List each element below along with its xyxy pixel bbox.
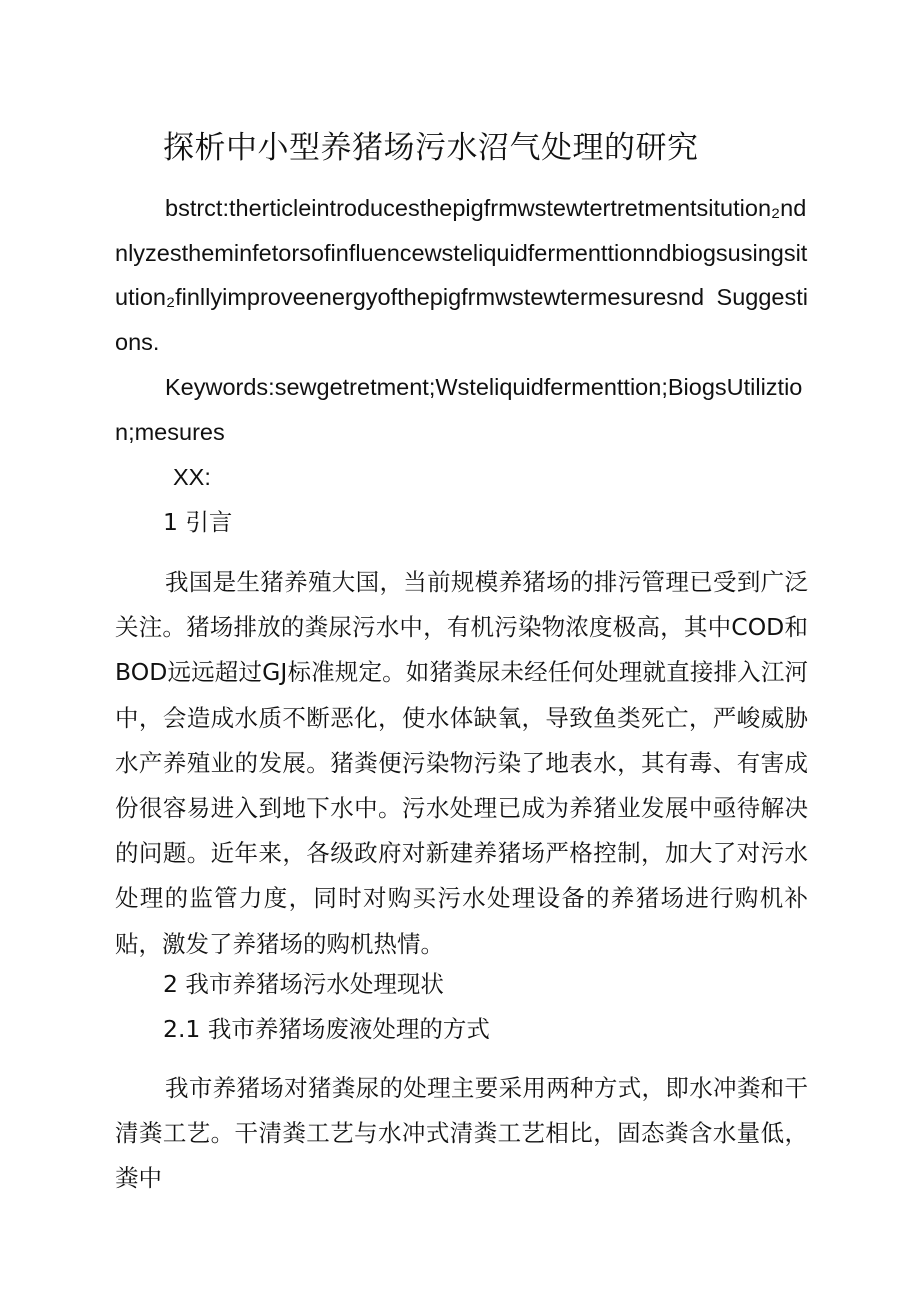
section-2-1-body: 我市养猪场对猪粪尿的处理主要采用两种方式，即水冲粪和干清粪工艺。干清粪工艺与水冲式清粪工艺相比，固态粪含水量低，粪中 — [115, 1074, 808, 1193]
section-1-heading: 1 引言 — [163, 508, 233, 536]
document-title: 探析中小型养猪场污水沼气处理的研究 — [163, 130, 699, 166]
keywords-paragraph: Keywords:sewgetretment;Wsteliquidfermenttion;BiogsUtiliztion;mesures — [115, 374, 803, 445]
section-2-1-heading: 2.1 我市养猪场废液处理的方式 — [163, 1015, 490, 1043]
xx-label: XX: — [173, 464, 211, 490]
abstract-paragraph: bstrct:therticleintroducesthepigfrmwstewtertretmentsitution₂ndnlyzestheminfetorsofinfluencewsteliquidfermenttionndbiogsusingsitution₂finllyimproveenergyofthepigfrmwstewtermesuresnd Suggestions. — [115, 195, 808, 355]
section-1-body: 我国是生猪养殖大国，当前规模养猪场的排污管理已受到广泛关注。猪场排放的粪尿污水中，有机污染物浓度极高，其中COD和BOD远远超过GJ标准规定。如猪粪尿未经任何处理就直接排入江河中，会造成水质不断恶化，使水体缺氧，导致鱼类死亡，严峻威胁水产养殖业的发展。猪粪便污染物污染了地表水，其有毒、有害成份很容易进入到地下水中。污水处理已成为养猪业发展中亟待解决的问题。近年来，各级政府对新建养猪场严格控制，加大了对污水处理的监管力度，同时对购买污水处理设备的养猪场进行购机补贴，激发了养猪场的购机热情。 — [115, 568, 808, 958]
section-2-heading: 2 我市养猪场污水处理现状 — [163, 970, 444, 998]
